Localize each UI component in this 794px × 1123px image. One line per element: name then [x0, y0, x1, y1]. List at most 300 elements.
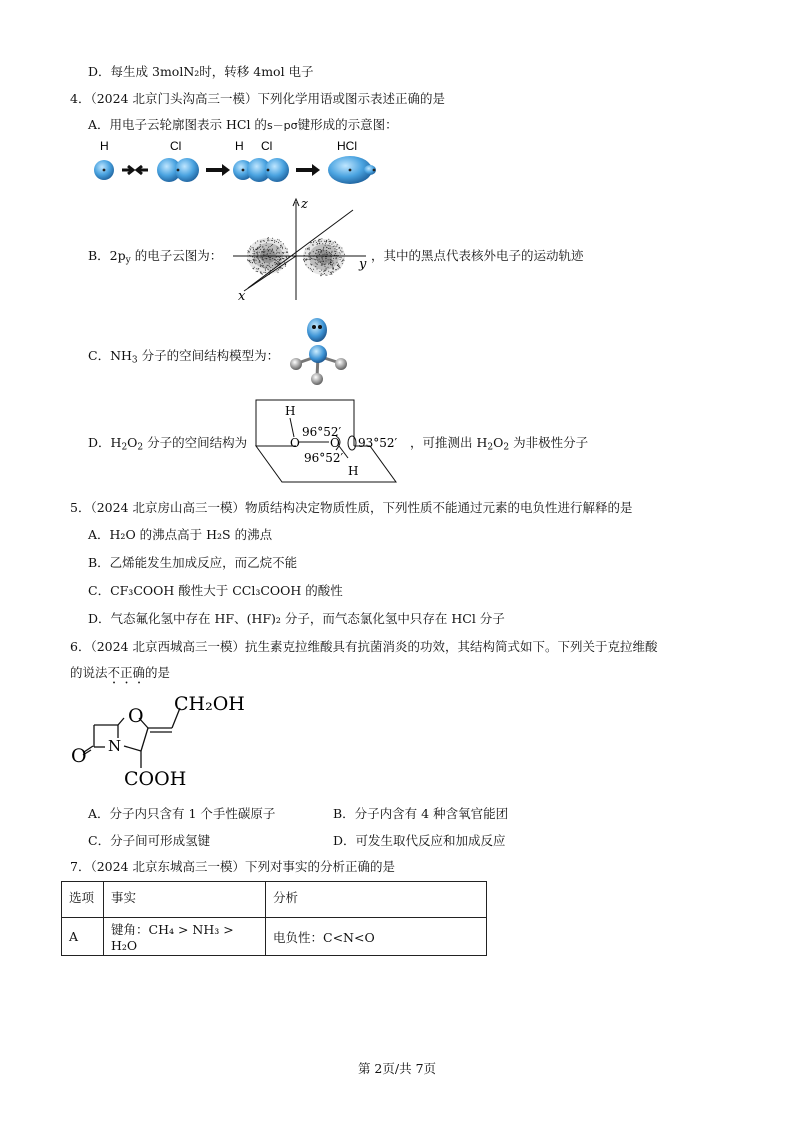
electron-dot: [264, 272, 265, 273]
electron-dot: [283, 243, 284, 244]
electron-dot: [324, 271, 325, 272]
electron-dot: [262, 259, 263, 260]
q4-c-sub: 3: [131, 355, 138, 366]
axis-y-label: y: [359, 257, 367, 272]
electron-dot: [280, 245, 281, 246]
h2o2-structure-diagram: [252, 396, 412, 486]
electron-dot: [252, 262, 253, 263]
electron-dot: [248, 250, 249, 251]
electron-dot: [278, 269, 279, 270]
electron-dot: [321, 241, 322, 242]
electron-dot: [260, 272, 261, 273]
electron-dot: [275, 264, 276, 265]
electron-dot: [274, 242, 275, 243]
electron-dot: [310, 253, 311, 254]
electron-dot: [323, 250, 324, 251]
electron-dot: [278, 252, 279, 253]
electron-dot: [330, 259, 331, 260]
electron-dot: [256, 252, 257, 253]
electron-dot: [316, 263, 317, 264]
q4-d-mid: 分子的空间结构为: [143, 435, 248, 450]
electron-dot: [264, 255, 265, 256]
header-option: 选项: [62, 882, 104, 918]
electron-dot: [274, 259, 275, 260]
electron-dot: [331, 260, 332, 261]
electron-dot: [321, 270, 322, 271]
electron-dot: [308, 248, 309, 249]
page-footer: 第 2页/共 7页: [357, 1061, 437, 1076]
electron-dot: [325, 245, 326, 246]
axis-z-label: z: [301, 197, 308, 212]
electron-dot: [341, 248, 342, 249]
electron-dot: [277, 264, 278, 265]
electron-dot: [326, 269, 327, 270]
electron-dot: [286, 257, 287, 258]
electron-dot: [331, 262, 332, 263]
electron-dot: [304, 261, 305, 262]
electron-dot: [342, 263, 343, 264]
cell-fact: 键角：CH₄ > NH₃ > H₂O: [104, 918, 266, 956]
electron-dot: [282, 247, 283, 248]
electron-dot: [305, 253, 306, 254]
q6-stem2-emphasis: 不正确: [107, 665, 146, 680]
electron-dot: [253, 260, 254, 261]
electron-dot: [328, 264, 329, 265]
electron-dot: [318, 241, 319, 242]
atom-o-right: O: [330, 436, 340, 450]
electron-dot: [339, 265, 340, 266]
electron-dot: [254, 262, 255, 263]
electron-dot: [270, 267, 271, 268]
electron-dot: [338, 268, 339, 269]
electron-dot: [314, 259, 315, 260]
electron-dot: [310, 268, 311, 269]
electron-dot: [264, 251, 265, 252]
electron-dot: [325, 275, 326, 276]
electron-dot: [265, 270, 266, 271]
electron-dot: [318, 249, 319, 250]
electron-dot: [262, 263, 263, 264]
electron-dot: [264, 249, 265, 250]
electron-dot: [330, 245, 331, 246]
electron-dot: [313, 242, 314, 243]
electron-dot: [263, 267, 264, 268]
electron-dot: [315, 262, 316, 263]
electron-dot: [313, 269, 314, 270]
dihedral-angle: 93°52′: [358, 436, 398, 450]
electron-dot: [250, 246, 251, 247]
electron-dot: [270, 259, 271, 260]
electron-dot: [317, 243, 318, 244]
electron-dot: [272, 249, 273, 250]
electron-dot: [318, 252, 319, 253]
q5-option-a: A．H₂O 的沸点高于 H₂S 的沸点: [88, 527, 273, 542]
electron-dot: [276, 253, 277, 254]
electron-dot: [329, 263, 330, 264]
electron-dot: [317, 260, 318, 261]
electron-dot: [255, 263, 256, 264]
electron-dot: [319, 259, 320, 260]
electron-dot: [257, 256, 258, 257]
electron-dot: [315, 253, 316, 254]
electron-dot: [320, 261, 321, 262]
electron-dot: [333, 263, 334, 264]
electron-dot: [272, 258, 273, 259]
electron-dot: [263, 240, 264, 241]
electron-dot: [330, 274, 331, 275]
electron-dot: [320, 239, 321, 240]
label-cl1: Cl: [170, 139, 182, 153]
electron-dot: [263, 265, 264, 266]
electron-dot: [253, 251, 254, 252]
electron-dot: [329, 241, 330, 242]
electron-dot: [280, 247, 281, 248]
electron-dot: [340, 267, 341, 268]
angle-upper: 96°52′: [302, 425, 342, 439]
electron-dot: [325, 266, 326, 267]
electron-dot: [317, 244, 318, 245]
q6-option-c: C．分子间可形成氢键: [88, 833, 211, 848]
electron-dot: [322, 274, 323, 275]
electron-dot: [267, 253, 268, 254]
electron-dot: [277, 252, 278, 253]
electron-dot: [339, 252, 340, 253]
q4-option-b: [88, 246, 222, 264]
electron-dot: [328, 259, 329, 260]
electron-dot: [326, 261, 327, 262]
electron-dot: [263, 259, 264, 260]
electron-dot: [283, 258, 284, 259]
electron-dot: [317, 257, 318, 258]
electron-dot: [330, 248, 331, 249]
electron-dot: [330, 241, 331, 242]
electron-dot: [329, 243, 330, 244]
electron-dot: [330, 263, 331, 264]
electron-dot: [322, 243, 323, 244]
electron-dot: [278, 248, 279, 249]
electron-dot: [250, 249, 251, 250]
electron-dot: [304, 260, 305, 261]
electron-dot: [271, 251, 272, 252]
arrow-left-icon: [137, 166, 148, 174]
electron-dot: [320, 252, 321, 253]
electron-dot: [309, 257, 310, 258]
electron-dot: [260, 241, 261, 242]
electron-dot: [309, 259, 310, 260]
electron-dot: [334, 255, 335, 256]
ring-o-label: O: [128, 705, 144, 727]
electron-dot: [287, 252, 288, 253]
q4-d-prefix: D．H: [88, 435, 122, 450]
electron-dot: [310, 264, 311, 265]
electron-dot: [254, 253, 255, 254]
electron-dot: [330, 261, 331, 262]
electron-dot: [339, 257, 340, 258]
electron-dot: [309, 248, 310, 249]
electron-dot: [333, 258, 334, 259]
electron-dot: [341, 257, 342, 258]
electron-dot: [283, 253, 284, 254]
arrow-forward-icon: [312, 164, 320, 176]
electron-dot: [268, 265, 269, 266]
electron-dot: [263, 254, 264, 255]
q7-table: [61, 881, 487, 956]
electron-dot: [328, 245, 329, 246]
electron-dot: [316, 242, 317, 243]
electron-dot: [261, 251, 262, 252]
electron-dot: [339, 248, 340, 249]
electron-dot: [248, 252, 249, 253]
electron-dot: [285, 266, 286, 267]
electron-dot: [284, 262, 285, 263]
electron-dot: [278, 272, 279, 273]
label-hcl: HCl: [337, 139, 357, 153]
q4-a-suffix: 键形成的示意图：: [297, 117, 398, 132]
electron-dot: [277, 263, 278, 264]
electron-dot: [257, 258, 258, 259]
electron-dot: [311, 264, 312, 265]
electron-dot: [328, 239, 329, 240]
electron-dot: [328, 248, 329, 249]
electron-dot: [256, 260, 257, 261]
electron-dot: [322, 261, 323, 262]
electron-dot: [249, 260, 250, 261]
electron-dot: [257, 241, 258, 242]
electron-dot: [330, 253, 331, 254]
label-h2: H: [235, 139, 244, 153]
q5-option-c: C．CF₃COOH 酸性大于 CCl₃COOH 的酸性: [88, 583, 343, 598]
electron-dot: [260, 244, 261, 245]
ch2oh-label: CH₂OH: [174, 693, 245, 715]
electron-dot: [268, 240, 269, 241]
electron-dot: [336, 246, 337, 247]
label-h1: H: [100, 139, 109, 153]
electron-dot: [324, 264, 325, 265]
electron-dot: [286, 256, 287, 257]
electron-dot: [311, 269, 312, 270]
electron-dot: [256, 268, 257, 269]
electron-dot: [271, 240, 272, 241]
electron-dot: [343, 259, 344, 260]
electron-dot: [265, 272, 266, 273]
electron-dot: [270, 257, 271, 258]
electron-dot: [331, 252, 332, 253]
electron-dot: [260, 262, 261, 263]
electron-dot: [331, 254, 332, 255]
electron-dot: [334, 251, 335, 252]
electron-dot: [249, 248, 250, 249]
electron-dot: [276, 256, 277, 257]
electron-dot: [259, 262, 260, 263]
electron-dot: [338, 265, 339, 266]
electron-dot: [319, 239, 320, 240]
nh3-ball-stick-model: [286, 316, 352, 386]
cell-analysis: 电负性：C<N<O: [266, 918, 487, 956]
electron-dot: [308, 267, 309, 268]
atom-o-left: O: [290, 436, 300, 450]
electron-dot: [317, 250, 318, 251]
p-orbital-cloud-diagram: [228, 196, 378, 304]
electron-dot: [265, 269, 266, 270]
axis-x-label: x: [238, 289, 246, 304]
electron-dot: [277, 270, 278, 271]
angle-lower: 96°52′: [304, 451, 344, 465]
electron-dot: [341, 251, 342, 252]
electron-dot: [320, 262, 321, 263]
electron-dot: [260, 246, 261, 247]
electron-dot: [274, 240, 275, 241]
q6-stem2-post: 的是: [145, 665, 171, 680]
electron-dot: [270, 253, 271, 254]
q4-d-suffix: [410, 433, 588, 451]
electron-dot: [260, 266, 261, 267]
electron-dot: [261, 265, 262, 266]
q6-option-a: A．分子内只含有 1 个手性碳原子: [88, 806, 276, 821]
electron-dot: [315, 240, 316, 241]
prev-option-d: D．每生成 3molN₂时，转移 4mol 电子: [88, 64, 314, 79]
electron-dot: [338, 264, 339, 265]
electron-dot: [333, 267, 334, 268]
electron-dot: [254, 261, 255, 262]
electron-dot: [272, 240, 273, 241]
electron-dot: [260, 271, 261, 272]
q4-a-prefix: A．用电子云轮廓图表示 HCl 的: [88, 117, 267, 132]
electron-dot: [342, 260, 343, 261]
electron-dot: [269, 266, 270, 267]
arrow-forward-icon: [222, 164, 230, 176]
electron-dot: [332, 265, 333, 266]
q4-b-mid: 的电子云图为：: [130, 248, 223, 263]
electron-dot: [312, 244, 313, 245]
h-atom: [311, 373, 323, 385]
electron-dot: [259, 260, 260, 261]
electron-dot: [336, 258, 337, 259]
electron-dot: [306, 259, 307, 260]
electron-dot: [248, 260, 249, 261]
electron-dot: [279, 257, 280, 258]
q4-d-suffix1: ，可推测出 H: [410, 435, 488, 450]
electron-dot: [277, 248, 278, 249]
electron-dot: [272, 244, 273, 245]
q4-d-sub4: 2: [503, 442, 510, 453]
electron-dot: [321, 265, 322, 266]
electron-dot: [282, 258, 283, 259]
electron-dot: [268, 237, 269, 238]
electron-dot: [323, 254, 324, 255]
electron-dot: [287, 249, 288, 250]
electron-dot: [305, 264, 306, 265]
electron-dot: [269, 257, 270, 258]
q4-a-bond: s－pσ: [266, 119, 298, 132]
electron-dot: [266, 245, 267, 246]
electron-dot: [320, 275, 321, 276]
hcl-orbital-diagram: [88, 138, 388, 190]
electron-dot: [272, 265, 273, 266]
electron-dot: [313, 251, 314, 252]
electron-dot: [309, 254, 310, 255]
electron-dot: [326, 268, 327, 269]
electron-dot: [334, 246, 335, 247]
electron-dot: [258, 259, 259, 260]
electron-dot: [307, 249, 308, 250]
electron-dot: [330, 264, 331, 265]
electron-dot: [321, 273, 322, 274]
electron-dot: [326, 254, 327, 255]
electron-dot: [276, 263, 277, 264]
electron-dot: [271, 245, 272, 246]
electron-dot: [310, 259, 311, 260]
electron-dot: [269, 249, 270, 250]
electron-dot: [257, 247, 258, 248]
electron-dot: [344, 254, 345, 255]
electron-dot: [259, 252, 260, 253]
electron-dot: [319, 254, 320, 255]
electron-dot: [278, 242, 279, 243]
electron-dot: [309, 249, 310, 250]
electron-dot: [254, 257, 255, 258]
electron-dot: [332, 260, 333, 261]
q4-d-suffix2: 为非极性分子: [509, 435, 589, 450]
electron-dot: [319, 271, 320, 272]
electron-dot: [282, 252, 283, 253]
electron-dot: [320, 249, 321, 250]
arrow-right-icon: [122, 166, 133, 174]
electron-dot: [333, 246, 334, 247]
q4-b-suffix: ，其中的黑点代表核外电子的运动轨迹: [371, 248, 584, 263]
q4-option-c: [88, 346, 279, 364]
q7-stem: 7．（2024 北京东城高三一模）下列对事实的分析正确的是: [70, 859, 395, 874]
electron-dot: [322, 265, 323, 266]
electron-dot: [272, 250, 273, 251]
electron-dot: [306, 260, 307, 261]
electron-dot: [275, 262, 276, 263]
electron-dot: [268, 250, 269, 251]
electron-dot: [335, 248, 336, 249]
electron-dot: [260, 249, 261, 250]
electron-dot: [308, 253, 309, 254]
q4-d-sub2: 2: [137, 442, 144, 453]
electron-dot: [254, 251, 255, 252]
q4-c-suffix: 分子的空间结构模型为：: [137, 348, 280, 363]
electron-dot: [312, 258, 313, 259]
electron-dot: [253, 249, 254, 250]
electron-dot: [280, 258, 281, 259]
electron-dot: [267, 240, 268, 241]
electron-dot: [282, 248, 283, 249]
electron-dot: [319, 243, 320, 244]
electron-dot: [267, 265, 268, 266]
electron-dot: [286, 252, 287, 253]
electron-dot: [262, 274, 263, 275]
electron-dot: [333, 272, 334, 273]
electron-dot: [324, 273, 325, 274]
electron-dot: [268, 247, 269, 248]
q4-d-sub3: 2: [487, 442, 494, 453]
electron-dot: [335, 251, 336, 252]
electron-dot: [332, 251, 333, 252]
electron-dot: [324, 241, 325, 242]
cell-option: A: [62, 918, 104, 956]
electron-dot: [317, 269, 318, 270]
table-row: [62, 918, 487, 956]
electron-dot: [315, 266, 316, 267]
electron-dot: [303, 259, 304, 260]
electron-dot: [278, 262, 279, 263]
electron-dot: [322, 259, 323, 260]
electron-dot: [316, 257, 317, 258]
electron-dot: [276, 260, 277, 261]
atom-h-bottom: H: [348, 464, 359, 478]
